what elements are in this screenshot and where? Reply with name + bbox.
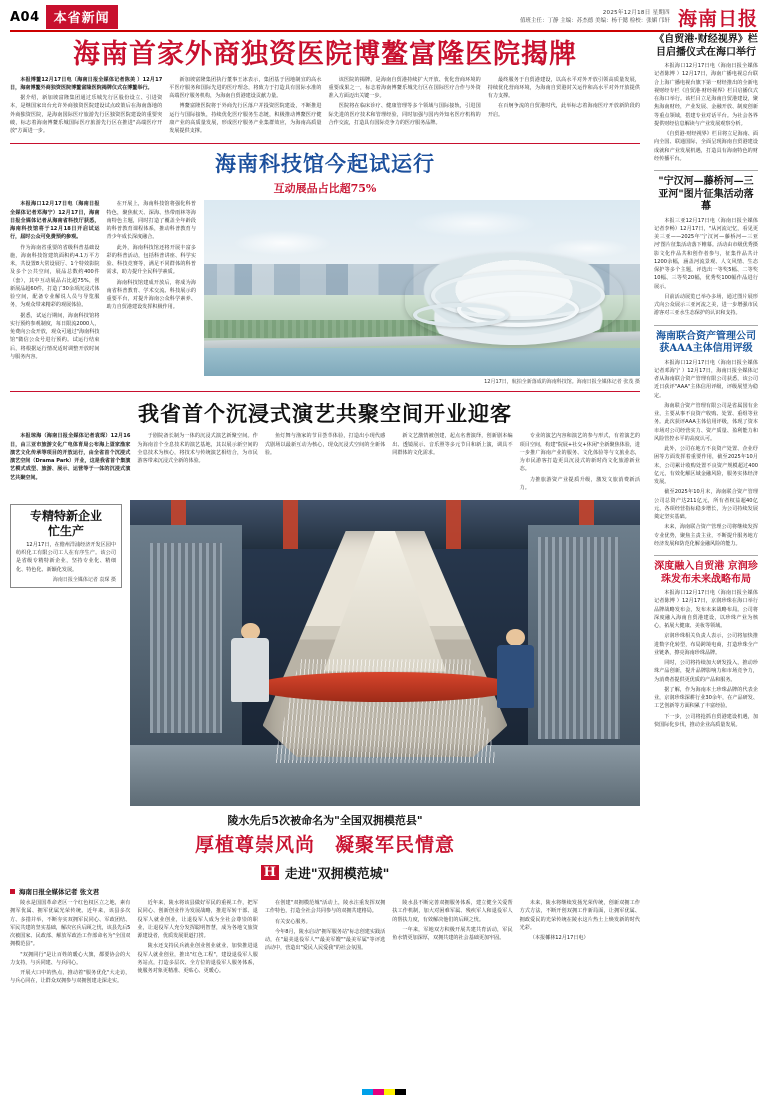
paragraph: 作为海南省重要的省级科普基础设施，海南科技馆建筑面积约4.1万平方米，共设置8大常设展厅、1个特效影院及多个公共空间，展品总数约400件（套），其中互动展品占比超75%，创新展品超60件，打造了30余项沉浸式体验空间，配备专业解说人员与导览服务，为观众带来精彩的观展体验。 [10,244,100,309]
paragraph: （本报椰林12月17日电） [529,935,589,942]
factory-photo-wrap [130,500,640,806]
immersive-col-5 [520,432,640,494]
page-number: A04 [10,9,40,25]
right-rail [654,34,758,736]
rail-article-4 [654,561,758,729]
paragraph: 近年来，陵水将该县做好军民的重视工作，把军民同心、创新创业作为发展战略，推进军转干部、退役军人就业创业，让退役军人成为全社会尊崇的职业，让退役军人充分发挥聪明智慧，成为各地文旅资源建设者，优质发展渠道打捞。 [137,900,258,940]
rail-article-2-title: "宁汉河—藤桥河—三亚河"图片征集活动落幕 [658,176,754,212]
factory-block [10,500,640,806]
rail-article-1-body [654,62,758,163]
main-content [10,40,640,988]
dualsupport-kicker: 陵水先后5次被命名为"全国双拥模范县" [227,814,423,828]
lead-col-1 [10,76,162,138]
paragraph: 今年8月，陵水启动"拥军服务站"标志创建实践活动，在"最美退役军人""最美军嫂""最美军属"等评选活动中，营造出"爱民人民爱我"的社会氛围。 [264,928,386,952]
color-bar-black [395,1089,406,1095]
worker-body [231,638,269,702]
museum-block [10,200,640,385]
paragraph: 目前活动展览已举办多场，通过图片展形式向公众展示三亚河流之美，进一步增强市民游客对三亚水生态保护的认识和支持。 [654,293,758,317]
square-bullet-icon [10,889,15,894]
color-bar-magenta [373,1089,384,1095]
dualsupport-banner [10,863,640,882]
paragraph: 博鳌富隆医院将于外商先行区落户并投资医院建设，不断推进运行与国际接轨，持续优化医疗服务生态链，积极推动博鳌医疗健康产业的高质量发展，形成医疗服务产业集群效应，为海南高质量发展提供支撑。 [169,103,322,135]
paragraph: 海南科技馆建成开放后，将成为海南省科普教育、学术交流、科技展示的重要平台，对提升海南公众科学素养、助力自贸港建设发挥积极作用。 [106,279,196,311]
paragraph: 力推旅游资产业提质升级，激发文旅消费新活力。 [519,476,641,491]
dualsupport-col-3 [265,899,385,988]
feature-title-line2: 忙生产 [47,523,84,538]
rail-article-2 [654,176,758,318]
immersive-col-3 [265,432,385,494]
dualsupport-columns [10,899,640,988]
paragraph: 本报海口12月17日电（海南日报全媒体记者陈博 ）12月17日，京润珍珠在海口举行品牌战略发布会，发布未来战略布局。公司将深度融入海南自贸港建设，以珍珠产业为核心，拓展大健康、美妆等领域。 [654,590,758,629]
feature-title [16,509,116,538]
byline-text: 海南日报全媒体记者 张文君 [19,888,100,897]
paragraph: 未来，海南联合资产管理公司将继续发挥专业优势，聚焦主责主业，不断提升服务地方经济发展和防范化解金融风险的能力。 [654,524,758,547]
rule [654,170,758,171]
paragraph: 新加坡富隆集团执行董事王冰表示，集团基于因地制宜的高水平医疗服务和国际先进的医疗理念，将致力于打造具有国际水准的高端医疗服务机构，为海南自贸港建设贡献力量。 [169,76,322,100]
water [204,348,640,376]
rail-article-1-title: 《自贸港·财经视界》栏目启播仪式在海口举行 [654,34,758,58]
paragraph: 新文艺激情被创建，起点名著演绎，创新剧本编出、透镜展示、音乐照等多元节目和新上演，调具不同群体的文化需求。 [392,433,513,456]
machine-ring [252,672,517,703]
worker [492,629,538,709]
immersive-col-1 [10,432,130,494]
paragraph: 在创建"双拥模范城"活动上，陵水注重发挥双拥工作特色，打造全社会共同参与的双拥共建格局。 [264,900,386,915]
paragraph: 此外，公司在地方不良资产处置、企业纾困等方面发挥着重要作用，截至2025年10月末，公司累计收购处置不良资产规模超过400亿元，有效化解区域金融风险，服务实体经济发展。 [654,446,758,485]
rail-article-3 [654,331,758,549]
dualsupport-col-4 [392,899,512,988]
lead-col-3 [329,76,481,138]
masthead-date: 2025年12月18日 星期四 [602,9,670,16]
feature-body [16,541,116,574]
worker-head [506,629,525,647]
dualsupport-headline: 厚植尊崇风尚 凝聚军民情意 [194,834,455,857]
paragraph: 12月17日，在儋州洋浦经济开发区园中纺织化工有限公司工人在有序生产。该公司是省级专精特新企业，坚持专业化、精细化、特色化、新颖化发展。 [16,541,116,573]
paragraph: 有关安心服务。 [275,918,311,925]
pipes-left [150,543,221,733]
paragraph: 据了解，作为海南本土珍珠品牌的代表企业，京润珍珠深耕行业30余年，在产品研发、工艺创新等方面积累了丰富经验。 [654,686,758,710]
ceiling-beam [446,500,461,549]
rule [654,325,758,326]
dualsupport-byline [10,887,640,896]
masthead-credits [118,9,678,26]
feature-title-line1: 专精特新企业 [29,509,102,524]
paragraph: 本报海口12月17日电（海南日报全媒体记者陈博 ）12月17日，海南广播电视总台联合上海广播电视台旗下第一财经推出的全新电视财经专栏《自贸港·财经视界》栏目启播仪式在海口举行。该栏目立足海南自贸港建设，聚焦海南财经，产业发展、金融开放、制度创新等重点领域，搭建专业对话平台。为社会各界提供财经信息解读与产业发展观察分析。 [654,63,758,127]
banner-initial-icon: H [261,865,279,881]
paragraph: 本报三亚12月17日电（海南日报全媒体记者李畅）12月17日，"从河流记忆，看见更美三亚——2025年'宁汉河—藤桥河—三亚河'图片征集活动落下帷幕。活动由市级优秀摄影文化作品共和创作者参与，征集作品共计1200余幅，涵盖河流景观、人文风情、生态保护等多个主题，评选出一等奖5幅、二等奖10幅、三等奖20幅，优秀奖100幅作品进行展示。 [654,217,758,290]
rail-article-1 [654,34,758,163]
paragraph: 同时，公司将持续加大研发投入，推动珍珠产品创新，提升品牌影响力和市场竞争力，为消费者提供更优质的产品和服务。 [654,660,758,683]
masthead [10,6,758,32]
paragraph: 下一步，公司将抢抓自贸港建设机遇，加快国际化步伐，推动企业高质量发展。 [654,713,758,728]
color-bar-cyan [362,1089,373,1095]
feature-column [10,500,122,806]
paragraph: 截至2025年10月末，海南联合资产管理公司总资产达211亿元，所有者权益超40亿元，各项经营指标稳步增长，为公司持续发展奠定坚实基础。 [654,489,758,520]
paragraph: 此外，海南科技馆还将开展丰富多彩的科普活动，包括科普讲座、科学实验、科技竞赛等，满足不同群体的科普需求，助力提升全民科学素质。 [106,244,196,276]
museum-photo-wrap [204,200,640,385]
masthead-left [10,5,118,29]
paragraph: 专业的演艺内容和演艺的参与形式，有着演艺的项目空间，构建"院展+社交+休闲"全新聚焦体验，进一步推广海南产业的服务、文化体验等与文旅业态，为市民游客打造更具沉浸式的新时尚文化旅游新业态。 [519,433,641,473]
paper-name: 海南日报 [677,7,758,30]
worker-body [497,645,535,709]
banner-text: 走进"双拥模范城" [284,867,390,883]
paragraph: 据介绍，新加坡富隆集团通过乐城先行区股份设立、引进资本，是继国家出台允许外商独资医院建设试点政策后在海南落地的外商独资医院，是海南国际医疗旅游先行区独资医院建设的重要突破，标志着海南博鳌乐城国际医疗旅游先行区在推进"高端医疗开放"方面进一步。 [10,95,163,135]
paragraph: 鱼灯舞与渔家的节目荟萃体验，打造出小现代感式剧场以最新互动为核心，现众沉浸式空间的全新体验。 [264,433,386,456]
rail-article-4-body [654,589,758,729]
paragraph: 据悉，试运行期间，海南科技馆将实行预约参观制度，每日限流2000人，免费向公众开放，观众可通过"海南科技馆"微信公众号进行预约。试运行结束后，将根据运行情况适时调整开放时间与服务内容。 [10,312,100,360]
immersive-col-2 [137,432,257,494]
color-registration-bars [362,1089,406,1095]
paragraph: 在开展上，海南科技馆将强化科普特色，聚焦航天、深海、热带雨林等海南特色主题，同时打造了覆盖全年龄段的科普教育课程体系，推动科普教育与青少年成长深度融合。 [106,201,196,241]
feature-credit: 海南日报全媒体记者 袁琛 摄 [52,576,116,583]
paragraph: "双拥同行"是让百姓的暖心大旗，都要协会的大力支持，与兵同建、与兵同心。 [10,951,131,966]
museum-photo [204,200,640,376]
paragraph: 在百舸争流的自贸港时代，此举标志着海南医疗开放新阶段的开启。 [487,103,640,118]
rail-article-4-title: 深度融入自贸港 京润珍珠发布未来战略布局 [654,561,758,585]
rail-article-3-body [654,359,758,549]
paragraph: 《自贸港·财经视界》栏目将立足海南、面向全国、联通国际，全面呈现海南自贸港建设成就和产业发展机遇，打造具有海南特色的财经传播平台。 [654,131,758,162]
museum-headline: 海南科技馆今起试运行 [215,151,435,177]
lead-col-2 [169,76,321,138]
rule [654,555,758,556]
paragraph: 陵水县不断完善双拥服务体系，建立健全关爱帮扶工作机制，加大对困难军属、残疾军人和退役军人的帮扶力度，有效解决他们的后顾之忧。 [392,900,513,923]
masthead-editors: 值班主任：丁静 主编：苏杰德 美编：杨千懿 检校：张媚 邝轩 [519,18,670,24]
worker [227,623,273,703]
rail-article-3-title: 海南联合资产管理公司获AAA主体信用评级 [656,330,756,354]
paragraph: 本报海口12月17日电（海南日报全媒体记者邓海宁 ）12月17日，海南日报全媒体记者从海南联合资产管理有限公司获悉，该公司近日获评"AAA"主体信用评级，评级展望为稳定。 [654,359,758,399]
paragraph: 一年来，军地双方积极开展共建共育活动，军民鱼水情更加深厚，双拥共建的社会基础更加牢固。 [392,926,513,942]
museum-photo-caption: 12月17日，航拍全新落成的海南科技馆。海南日报全媒体记者 张茂 摄 [484,379,640,386]
paragraph: 于剧院备长制为一体的沉浸式演艺新聚空间。作为海南首个全息技术的演艺基地，其以展示新空间的全息技术为核心，将技术与传统演艺相结合，为市民游客带来沉浸式全新的体验。 [137,433,258,465]
paragraph: 本报海口12月17日电（海南日报全媒体记者邓海宁）12月17日，海南日报全媒体记者从海南省科技厅获悉，海南科技馆将于12月18日开启试运行，届时公众可免费预约参观。 [10,201,100,241]
building-ring [413,303,509,328]
worker-head [241,623,260,641]
dualsupport-col-5 [520,899,640,988]
section-rule [10,391,640,392]
immersive-col-4 [392,432,512,494]
immersive-columns [10,432,640,494]
factory-photo [130,500,640,806]
paragraph: 本报琼海（海南日报全媒体记者袁琛）12月16日，由三亚市旅游文化广电体育局公布海上疍家渔家演艺文化传承等项目的开放运行，由全省首个沉浸式演艺空间（Drama Park）开业，这是我省首个集演艺模式成型、旅游、展示、运营等于一体的沉浸式演艺共聚空间。 [10,433,131,481]
paragraph: 陵水是国国革命老区一个红色权区立之地，素有拥军优属、拥军优属光荣传统。近年来，该县多次方、多措并举，不断夯实双拥军民同心、军政团结、军民共建的坚实基础，解决官兵后顾之忧，该县先后5次被国家、民政部、解放军政治工作部命名为"全国双拥模范县"。 [10,900,131,948]
section-title: 本省新闻 [46,5,118,29]
paragraph: 医院将在临床诊疗、健康管理等多个领域与国际接轨，引进国际先进的医疗技术和管理经验，同时加强与国内外知名医疗机构的合作交流，打造具有国际竞争力的医疗服务品牌。 [328,103,481,126]
pipes-right [538,537,620,739]
color-bar-yellow [384,1089,395,1095]
paragraph: 海南联合资产管理有限公司是省属国有企业，主要从事不良资产收购、处置、重组等业务。此次获评AAA主体信用评级，体现了资本市场对公司经营实力、资产质量、盈利能力和风险管控水平的高度认可。 [654,402,758,442]
paragraph: 京润珍珠相关负责人表示，公司将加快推进数字化转型，布局跨境电商，打造珍珠全产业链条，擦亮海南珍珠品牌。 [654,633,758,656]
museum-text-cols [10,200,196,385]
paragraph: 本报博鳌12月17日电（海南日报全媒体记者陈美 ）12月17日，海南博鳌外商独资医院博鳌富隆医院揭牌仪式在博鳌举行。 [10,76,163,91]
museum-subhead: 互动展品占比超75% [273,182,377,196]
section-rule [10,143,640,144]
paragraph: 最终服务于自贸港建设，以高水平对外开放引领高质量发展，持续优化营商环境，为海南自贸港封关运作和高水平对外开放提供有力支撑。 [487,76,640,100]
paragraph: 开展大口中的热点，推动着"服务优化"大走访，与兵心同在，让群众双拥参与双拥创建走深走实。 [10,970,131,985]
dualsupport-col-1 [10,899,130,988]
rail-article-2-body [654,217,758,318]
paragraph: 未来，陵水将继续发扬光荣传统，创新双拥工作方式方法，不断开创双拥工作新局面，让拥军优属、拥政爱民的光荣传统在陵水这片热土上焕发新的时代光彩。 [519,900,641,931]
lead-col-4 [488,76,640,138]
ceiling-beam [283,500,298,549]
dualsupport-col-2 [137,899,257,988]
paragraph: 该医院的揭牌，是海南自贸港持续扩大开放、优化营商环境的重要成果之一，标志着海南博鳌乐城先行区在国际医疗合作与外资准入方面迈出关键一步。 [328,76,481,100]
paragraph: 陵水还支持民兵就业创业创业就业，加快推进退役军人就业创业，推出"红色工程"，建设退役军人服务站点，打造多层次、全方位的退役军人服务体系，使服务对象更精准、更贴心、更暖心。 [137,943,258,975]
lead-headline: 海南首家外商独资医院博鳌富隆医院揭牌 [73,39,577,70]
immersive-headline: 我省首个沉浸式演艺共聚空间开业迎客 [138,401,512,427]
museum-col-2 [107,200,197,385]
museum-col-1 [10,200,100,385]
lead-columns [10,76,640,138]
feature-box [10,504,122,588]
